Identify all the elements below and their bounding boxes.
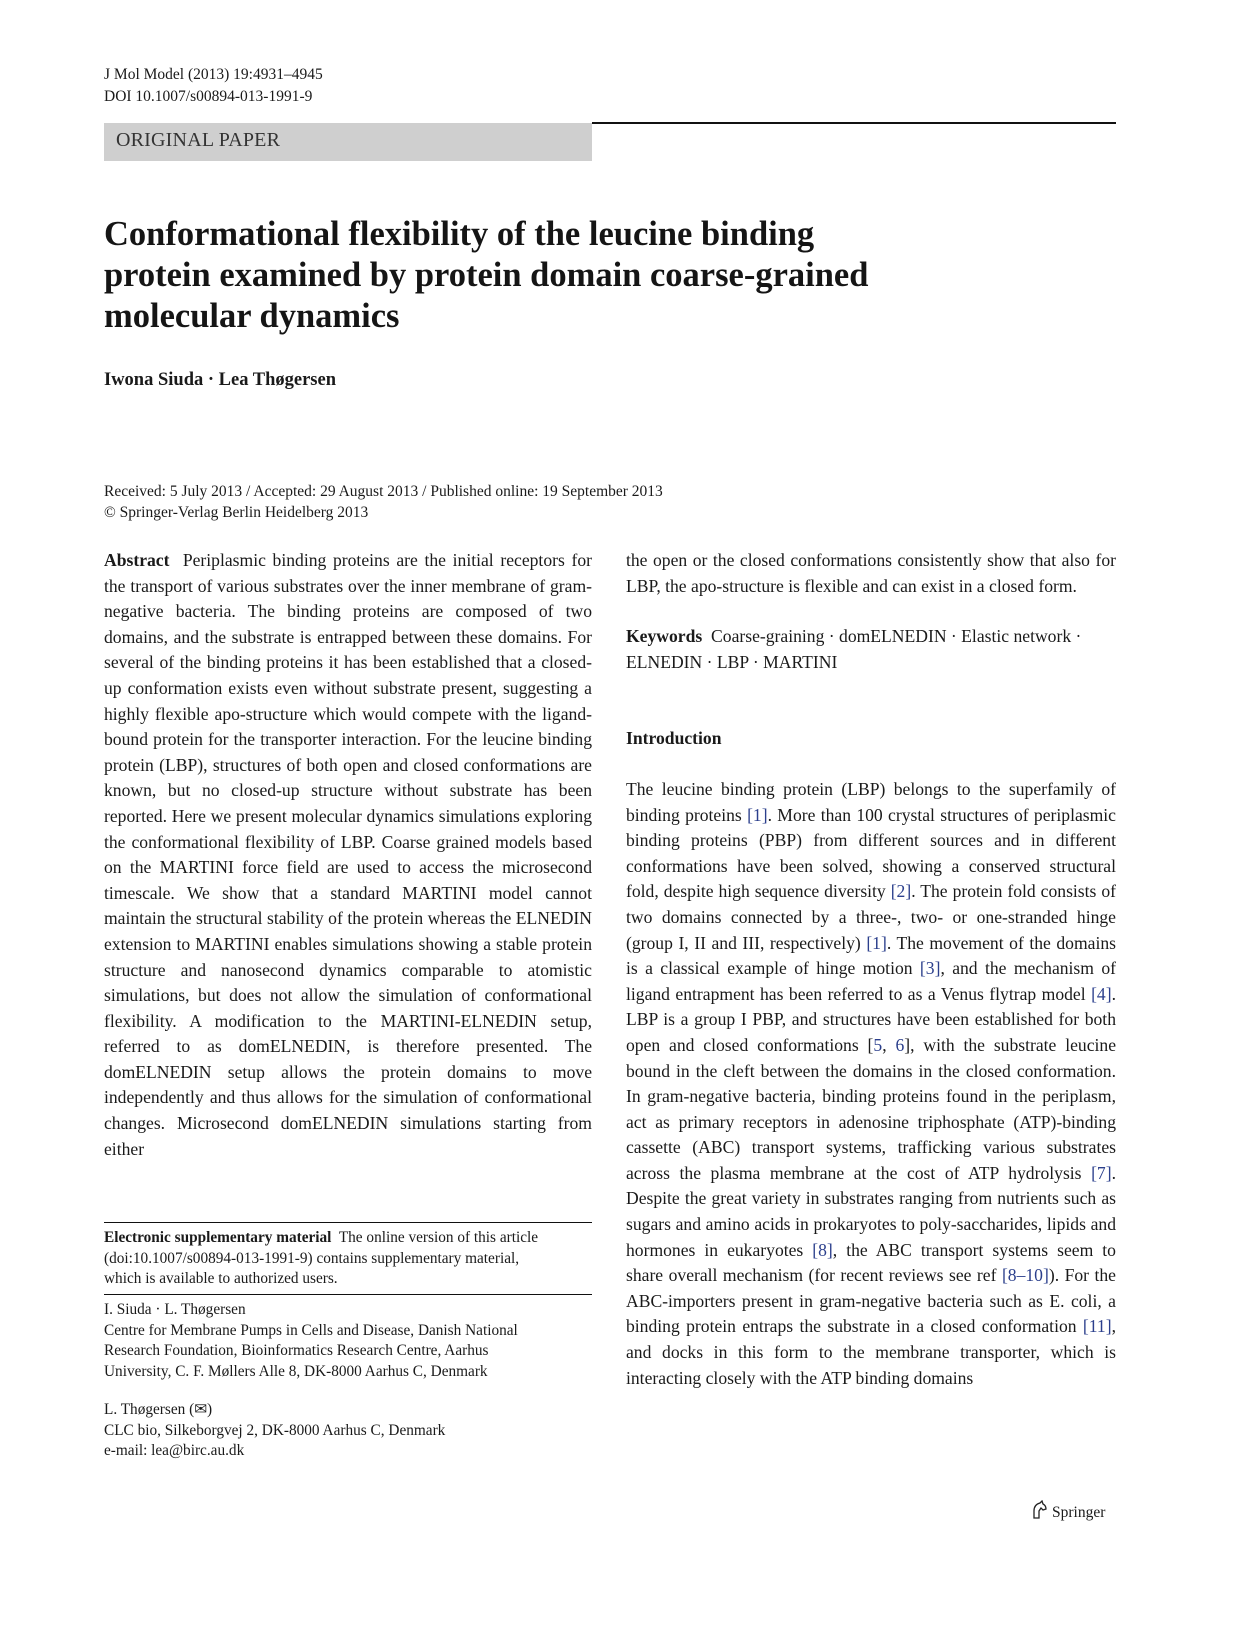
correspondence-line: CLC bio, Silkeborgvej 2, DK-8000 Aarhus C, Denmark xyxy=(104,1421,446,1439)
intro-text: , xyxy=(882,1034,896,1055)
citation-link[interactable]: [11] xyxy=(1082,1316,1112,1337)
date-line: Received: 5 July 2013 / Accepted: 29 August 2013 / Published online: 19 September 2013 xyxy=(104,483,663,500)
esm-line: The online version of this article xyxy=(338,1229,539,1246)
intro-text: , and the mechanism of ligand entrapment has been referred to as a Venus flytrap model xyxy=(626,958,1116,1004)
paper-title xyxy=(104,214,1004,337)
citation-link[interactable]: [4] xyxy=(1091,983,1112,1004)
affiliation-line: Research Foundation, Bioinformatics Research Centre, Aarhus xyxy=(104,1342,489,1359)
correspondence-note xyxy=(104,1400,592,1462)
citation-link[interactable]: 6 xyxy=(895,1034,905,1055)
intro-text: . LBP is a group I PBP, and structures have been established for both open and closed conformations [ xyxy=(626,983,1116,1055)
citation-link[interactable]: [2] xyxy=(890,881,912,902)
title-line: protein examined by protein domain coarse-grained xyxy=(104,256,869,294)
publisher-name: Springer xyxy=(1052,1503,1106,1521)
citation-link[interactable]: 5 xyxy=(873,1034,883,1055)
intro-text: . The movement of the domains is a classical example of hinge motion xyxy=(626,932,1116,979)
intro-text: . Despite the great variety in substrates ranging from nutrients such as sugars and amino acids in prokaryotes to poly-saccharides, lipids and hormones in eukaryotes xyxy=(626,1162,1116,1260)
journal-header xyxy=(104,64,323,108)
header-rule xyxy=(592,122,1116,124)
title-line: Conformational flexibility of the leucine binding xyxy=(104,215,815,253)
intro-text: ], with the substrate leucine bound in the cleft between the domains in the closed conformation. In gram-negative bacteria, binding proteins found in the periplasm, act as primary receptors in adenosine triphosphate (ATP)-binding cassette (ABC) transport systems, trafficking various substrates across the plasma membrane at the cost of ATP hydrolysis xyxy=(626,1034,1117,1183)
footnote-rule xyxy=(104,1222,592,1223)
abstract-continuation: the open or the closed conformations consistently show that also for LBP, the apo-structure is flexible and can exist in a closed form. xyxy=(626,550,1116,596)
citation-link[interactable]: [1] xyxy=(866,932,887,953)
abstract xyxy=(104,548,592,1162)
supplementary-note xyxy=(104,1228,592,1290)
citation-link[interactable]: [7] xyxy=(1091,1162,1112,1183)
footnote-rule xyxy=(104,1294,592,1295)
intro-text: ). For the ABC-importers present in gram-negative bacteria such as E. coli, a binding protein entraps the substrate in a closed conformation xyxy=(626,1265,1116,1337)
affiliation-line: I. Siuda · L. Thøgersen xyxy=(104,1301,246,1318)
citation-link[interactable]: [8] xyxy=(812,1239,833,1260)
springer-horse-icon xyxy=(1030,1500,1052,1525)
citation-link[interactable]: [3] xyxy=(919,958,941,979)
affiliation-line: Centre for Membrane Pumps in Cells and Disease, Danish National xyxy=(104,1321,518,1339)
intro-text: , the ABC transport systems seem to share overall mechanism (for recent reviews see ref xyxy=(626,1239,1116,1286)
introduction-text xyxy=(626,777,1116,1391)
intro-text: , and docks in this form to the membrane transporter, which is interacting closely with the ATP binding domains xyxy=(626,1316,1116,1388)
esm-line: (doi:10.1007/s00894-013-1991-9) contains supplementary material, xyxy=(104,1249,520,1267)
introduction-heading: Introduction xyxy=(626,728,722,749)
citation-link[interactable]: [8–10] xyxy=(1001,1265,1049,1286)
esm-line: which is available to authorized users. xyxy=(104,1270,338,1287)
abstract-column xyxy=(104,548,592,1162)
title-line: molecular dynamics xyxy=(104,297,400,335)
section-label: ORIGINAL PAPER xyxy=(116,129,281,151)
authors: Iwona Siuda · Lea Thøgersen xyxy=(104,370,336,390)
correspondence-line: L. Thøgersen (✉) xyxy=(104,1401,213,1418)
copyright-line: © Springer-Verlag Berlin Heidelberg 2013 xyxy=(104,504,369,521)
doi-line: DOI 10.1007/s00894-013-1991-9 xyxy=(104,88,313,105)
abstract-text: Periplasmic binding proteins are the initial receptors for the transport of various substrates over the inner membrane of gram-negative bacteria. The binding proteins are composed of two domains, and the substrate is entrapped between these domains. For several of the binding proteins it has been established that a closed-up conformation exists even without substrate present, suggesting a highly flexible apo-structure which would compete with the ligand-bound protein for the transporter interaction. For the leucine binding protein (LBP), structures of both open and closed conformations are known, but no closed-up structure without substrate has been reported. Here we present molecular dynamics simulations exploring the conformational flexibility of LBP. Coarse grained models based on the MARTINI force field are used to access the microsecond timescale. We show that a standard MARTINI model cannot maintain the structural stability of the protein whereas the ELNEDIN extension to MARTINI enables simulations showing a stable protein structure and nanosecond dynamics comparable to atomistic simulations, but does not allow the simulation of conformational flexibility. A modification to the MARTINI-ELNEDIN setup, referred to as domELNEDIN, is therefore presented. The domELNEDIN setup allows the protein domains to move independently and thus allows for the simulation of conformational changes. Microsecond domELNEDIN simulations starting from either xyxy=(104,550,592,1159)
email-link[interactable]: e-mail: lea@birc.au.dk xyxy=(104,1442,245,1459)
intro-text: . More than 100 crystal structures of periplasmic binding proteins (PBP) from different sources and in different conformations have been solved, showing a conserved structural fold, despite high sequence diversity xyxy=(626,804,1116,902)
publication-dates xyxy=(104,481,663,523)
affiliation-line: University, C. F. Møllers Alle 8, DK-8000 Aarhus C, Denmark xyxy=(104,1362,488,1380)
right-column xyxy=(626,548,1116,1391)
keywords-text: Coarse-graining · domELNEDIN · Elastic network · ELNEDIN · LBP · MARTINI xyxy=(626,626,1082,672)
affiliation-note xyxy=(104,1300,592,1382)
journal-citation: J Mol Model (2013) 19:4931–4945 xyxy=(104,66,323,83)
keywords-label: Keywords xyxy=(626,626,703,647)
intro-text: . The protein fold consists of two domains connected by a three-, two- or one-stranded hinge (group I, II and III, respectively) xyxy=(626,881,1116,953)
abstract-label: Abstract xyxy=(104,550,170,570)
publisher-logo xyxy=(1030,1500,1105,1525)
keywords xyxy=(626,624,1116,675)
citation-link[interactable]: [1] xyxy=(747,804,768,825)
esm-label: Electronic supplementary material xyxy=(104,1229,332,1246)
intro-text: The leucine binding protein (LBP) belongs to the superfamily of binding proteins xyxy=(626,778,1116,825)
